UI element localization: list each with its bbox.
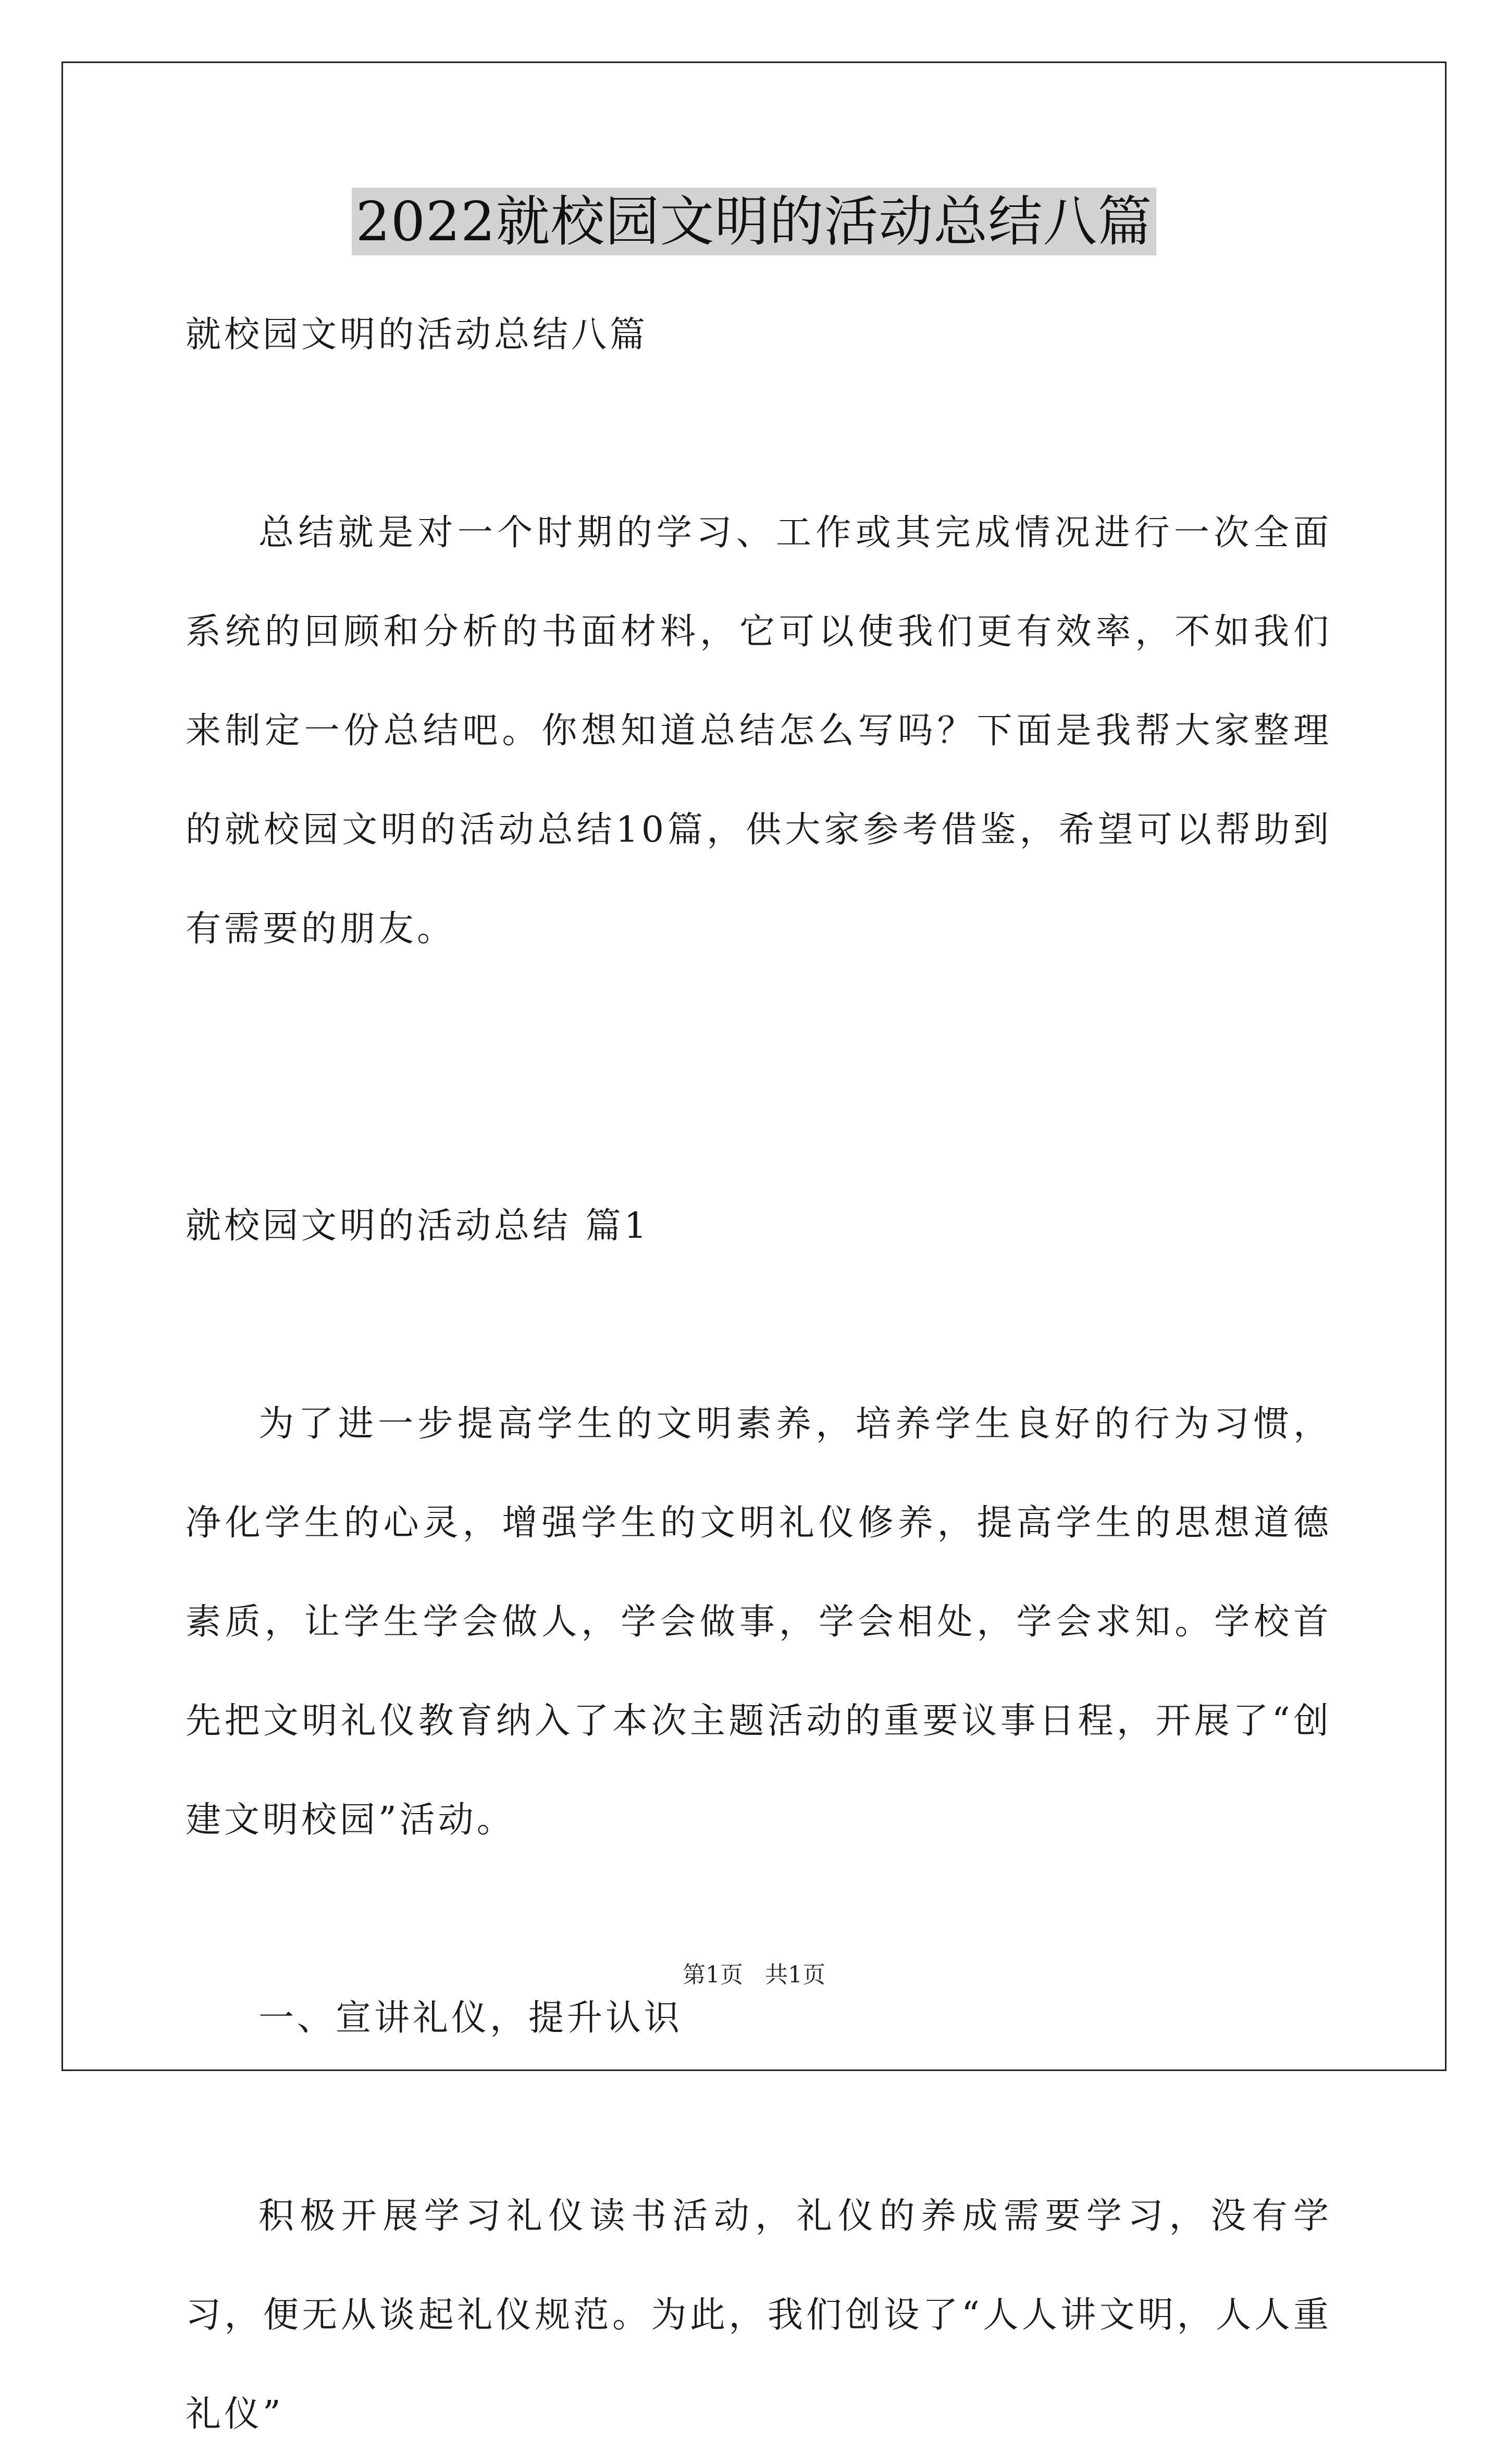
section-heading: 就校园文明的活动总结 篇1 bbox=[186, 1205, 650, 1247]
title-container bbox=[0, 188, 1508, 255]
section-paragraph-2: 积极开展学习礼仪读书活动，礼仪的养成需要学习，没有学习，便无从谈起礼仪规范。为此，我们创设了“人人讲文明，人人重礼仪” bbox=[186, 2196, 1332, 2435]
page-footer: 第1页 共1页 bbox=[683, 1962, 825, 1988]
spacer bbox=[186, 979, 1332, 1078]
spacer bbox=[186, 1870, 1332, 1969]
spacer bbox=[186, 1078, 1332, 1177]
section-paragraph: 为了进一步提高学生的文明素养，培养学生良好的行为习惯，净化学生的心灵，增强学生的文明礼仪修养，提高学生的思想道德素质，让学生学会做人，学会做事，学会相处，学会求知。学校首先把文明礼仪教育纳入了本次主题活动的重要议事日程，开展了“创建文明校园”活动。 bbox=[186, 1403, 1332, 1841]
document-title: 2022就校园文明的活动总结八篇 bbox=[352, 188, 1157, 255]
document-body bbox=[186, 286, 1332, 2464]
intro-paragraph: 总结就是对一个时期的学习、工作或其完成情况进行一次全面系统的回顾和分析的书面材料，它可以使我们更有效率，不如我们来制定一份总结吧。你想知道总结怎么写吗？下面是我帮大家整理的就校园文明的活动总结10篇，供大家参考借鉴，希望可以帮助到有需要的朋友。 bbox=[186, 512, 1332, 950]
section-subheading: 一、宣讲礼仪，提升认识 bbox=[258, 1998, 683, 2039]
spacer bbox=[186, 1276, 1332, 1375]
document-subtitle: 就校园文明的活动总结八篇 bbox=[186, 314, 649, 355]
spacer bbox=[186, 385, 1332, 484]
spacer bbox=[186, 2068, 1332, 2167]
